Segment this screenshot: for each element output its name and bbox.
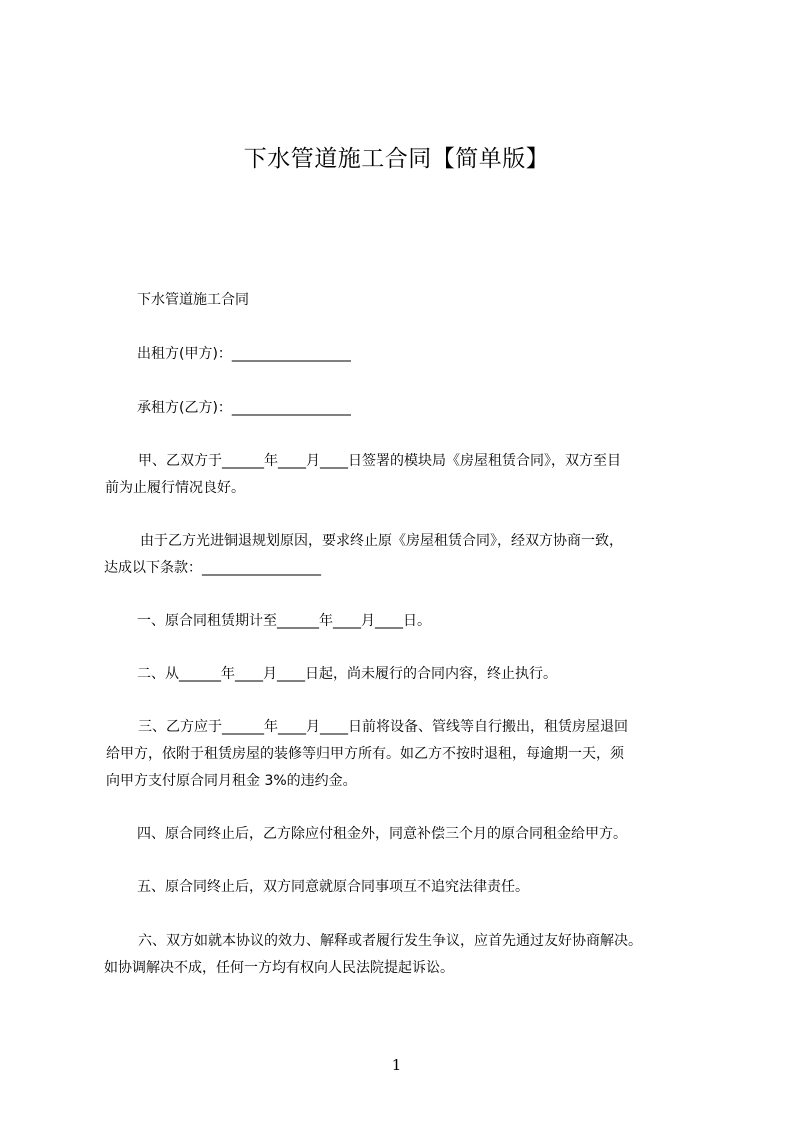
clause-5: 五、原合同终止后，双方同意就原合同事项互不追究法律责任。 <box>137 879 529 895</box>
clause-6-line-1: 六、双方如就本协议的效力、解释或者履行发生争议，应首先通过友好协商解决。 <box>138 933 642 949</box>
clause-3-line-2: 给甲方，依附于租赁房屋的装修等归甲方所有。如乙方不按时退租，每逾期一天，须 <box>106 746 624 762</box>
document-title: 下水管道施工合同【简单版】 <box>243 146 550 172</box>
paragraph-1-line-1: 甲、乙双方于______年____月____日签署的模块局《房屋租赁合同》，双方至目 <box>138 453 621 469</box>
lessor-line: 出租方(甲方)：_________________ <box>137 346 351 362</box>
clause-1: 一、原合同租赁期计至______年____月____日。 <box>137 613 431 629</box>
clause-4: 四、原合同终止后，乙方除应付租金外，同意补偿三个月的原合同租金给甲方。 <box>137 826 627 842</box>
clause-3-line-1: 三、乙方应于______年____月____日前将设备、管线等自行搬出，租赁房屋退回 <box>138 719 628 735</box>
page-number: 1 <box>391 1056 402 1074</box>
clause-6-line-2: 如协调解决不成，任何一方均有权向人民法院提起诉讼。 <box>104 960 454 976</box>
contract-subtitle: 下水管道施工合同 <box>137 292 249 308</box>
lessee-line: 承租方(乙方)：_________________ <box>137 400 351 416</box>
clause-3-line-3: 向甲方支付原合同月租金 3%的违约金。 <box>106 773 357 789</box>
paragraph-2-line-1: 由于乙方光进铜退规划原因，要求终止原《房屋租赁合同》，经双方协商一致， <box>140 533 623 549</box>
paragraph-1-line-2: 前为止履行情况良好。 <box>105 480 245 496</box>
clause-2: 二、从______年____月____日起，尚未履行的合同内容，终止执行。 <box>137 666 557 682</box>
paragraph-2-line-2: 达成以下条款：_________________ <box>104 560 321 576</box>
